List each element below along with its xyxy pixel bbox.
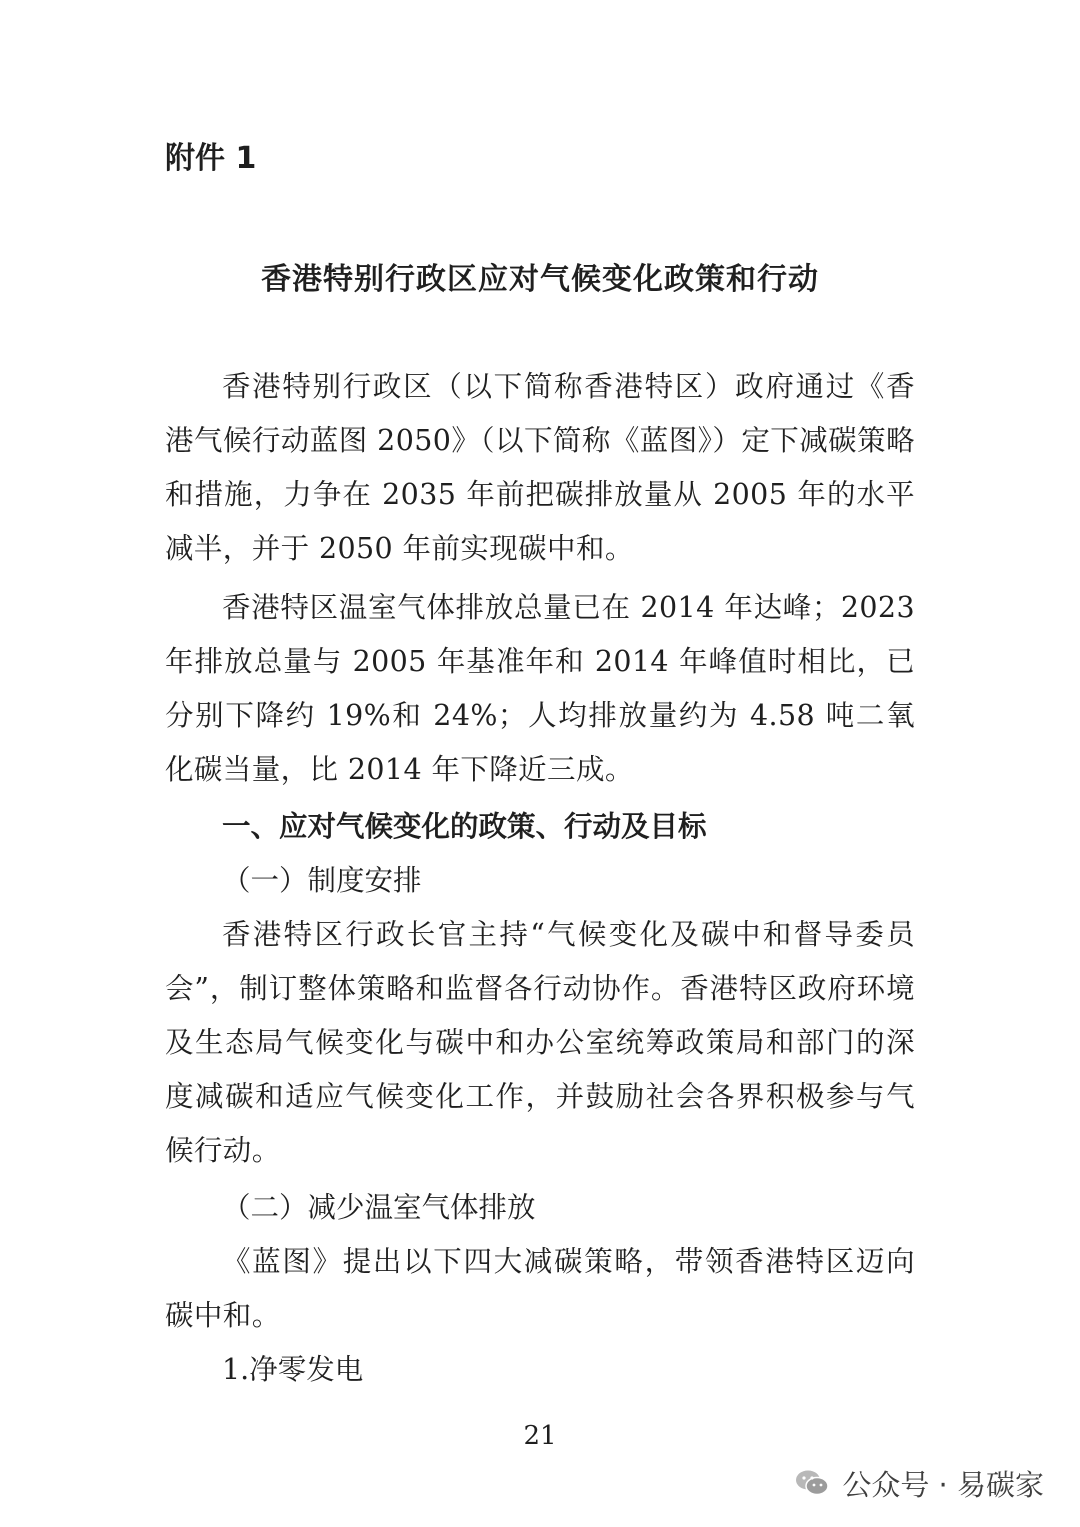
paragraph-decarbonization-strategies: 《蓝图》提出以下四大减碳策略，带领香港特区迈向碳中和。 — [165, 1245, 915, 1332]
paragraph-blueprint-targets: 香港特别行政区（以下简称香港特区）政府通过《香港气候行动蓝图 2050》（以下简称《蓝图》）定下减碳策略和措施，力争在 2035 年前把碳排放量从 2005 年的水平减半，并于 2050 年前实现碳中和。 — [165, 370, 915, 565]
page-number: 21 — [523, 1421, 557, 1451]
paragraph-steering-committee: 香港特区行政长官主持“气候变化及碳中和督导委员会”，制订整体策略和监督各行动协作。香港特区政府环境及生态局气候变化与碳中和办公室统筹政策局和部门的深度减碳和适应气候变化工作，并鼓励社会各界积极参与气候行动。 — [165, 918, 915, 1167]
paragraph-emissions-peak: 香港特区温室气体排放总量已在 2014 年达峰；2023 年排放总量与 2005 年基准年和 2014 年峰值时相比，已分别下降约 19%和 24%；人均排放量约为 4.58 吨二氧化碳当量，比 2014 年下降近三成。 — [165, 591, 915, 786]
subheading-institutional-arrangements: （一）制度安排 — [222, 864, 422, 897]
watermark-text: 公众号 · 易碳家 — [842, 1467, 1044, 1502]
wechat-watermark — [794, 1462, 1044, 1504]
document-title: 香港特别行政区应对气候变化政策和行动 — [261, 262, 819, 297]
item-heading-net-zero-generation: 1.净零发电 — [222, 1353, 364, 1386]
subheading-emission-reduction: （二）减少温室气体排放 — [222, 1191, 536, 1224]
attachment-label: 附件 1 — [165, 141, 257, 176]
wechat-icon — [794, 1468, 830, 1498]
section-heading-policies: 一、应对气候变化的政策、行动及目标 — [222, 810, 707, 843]
